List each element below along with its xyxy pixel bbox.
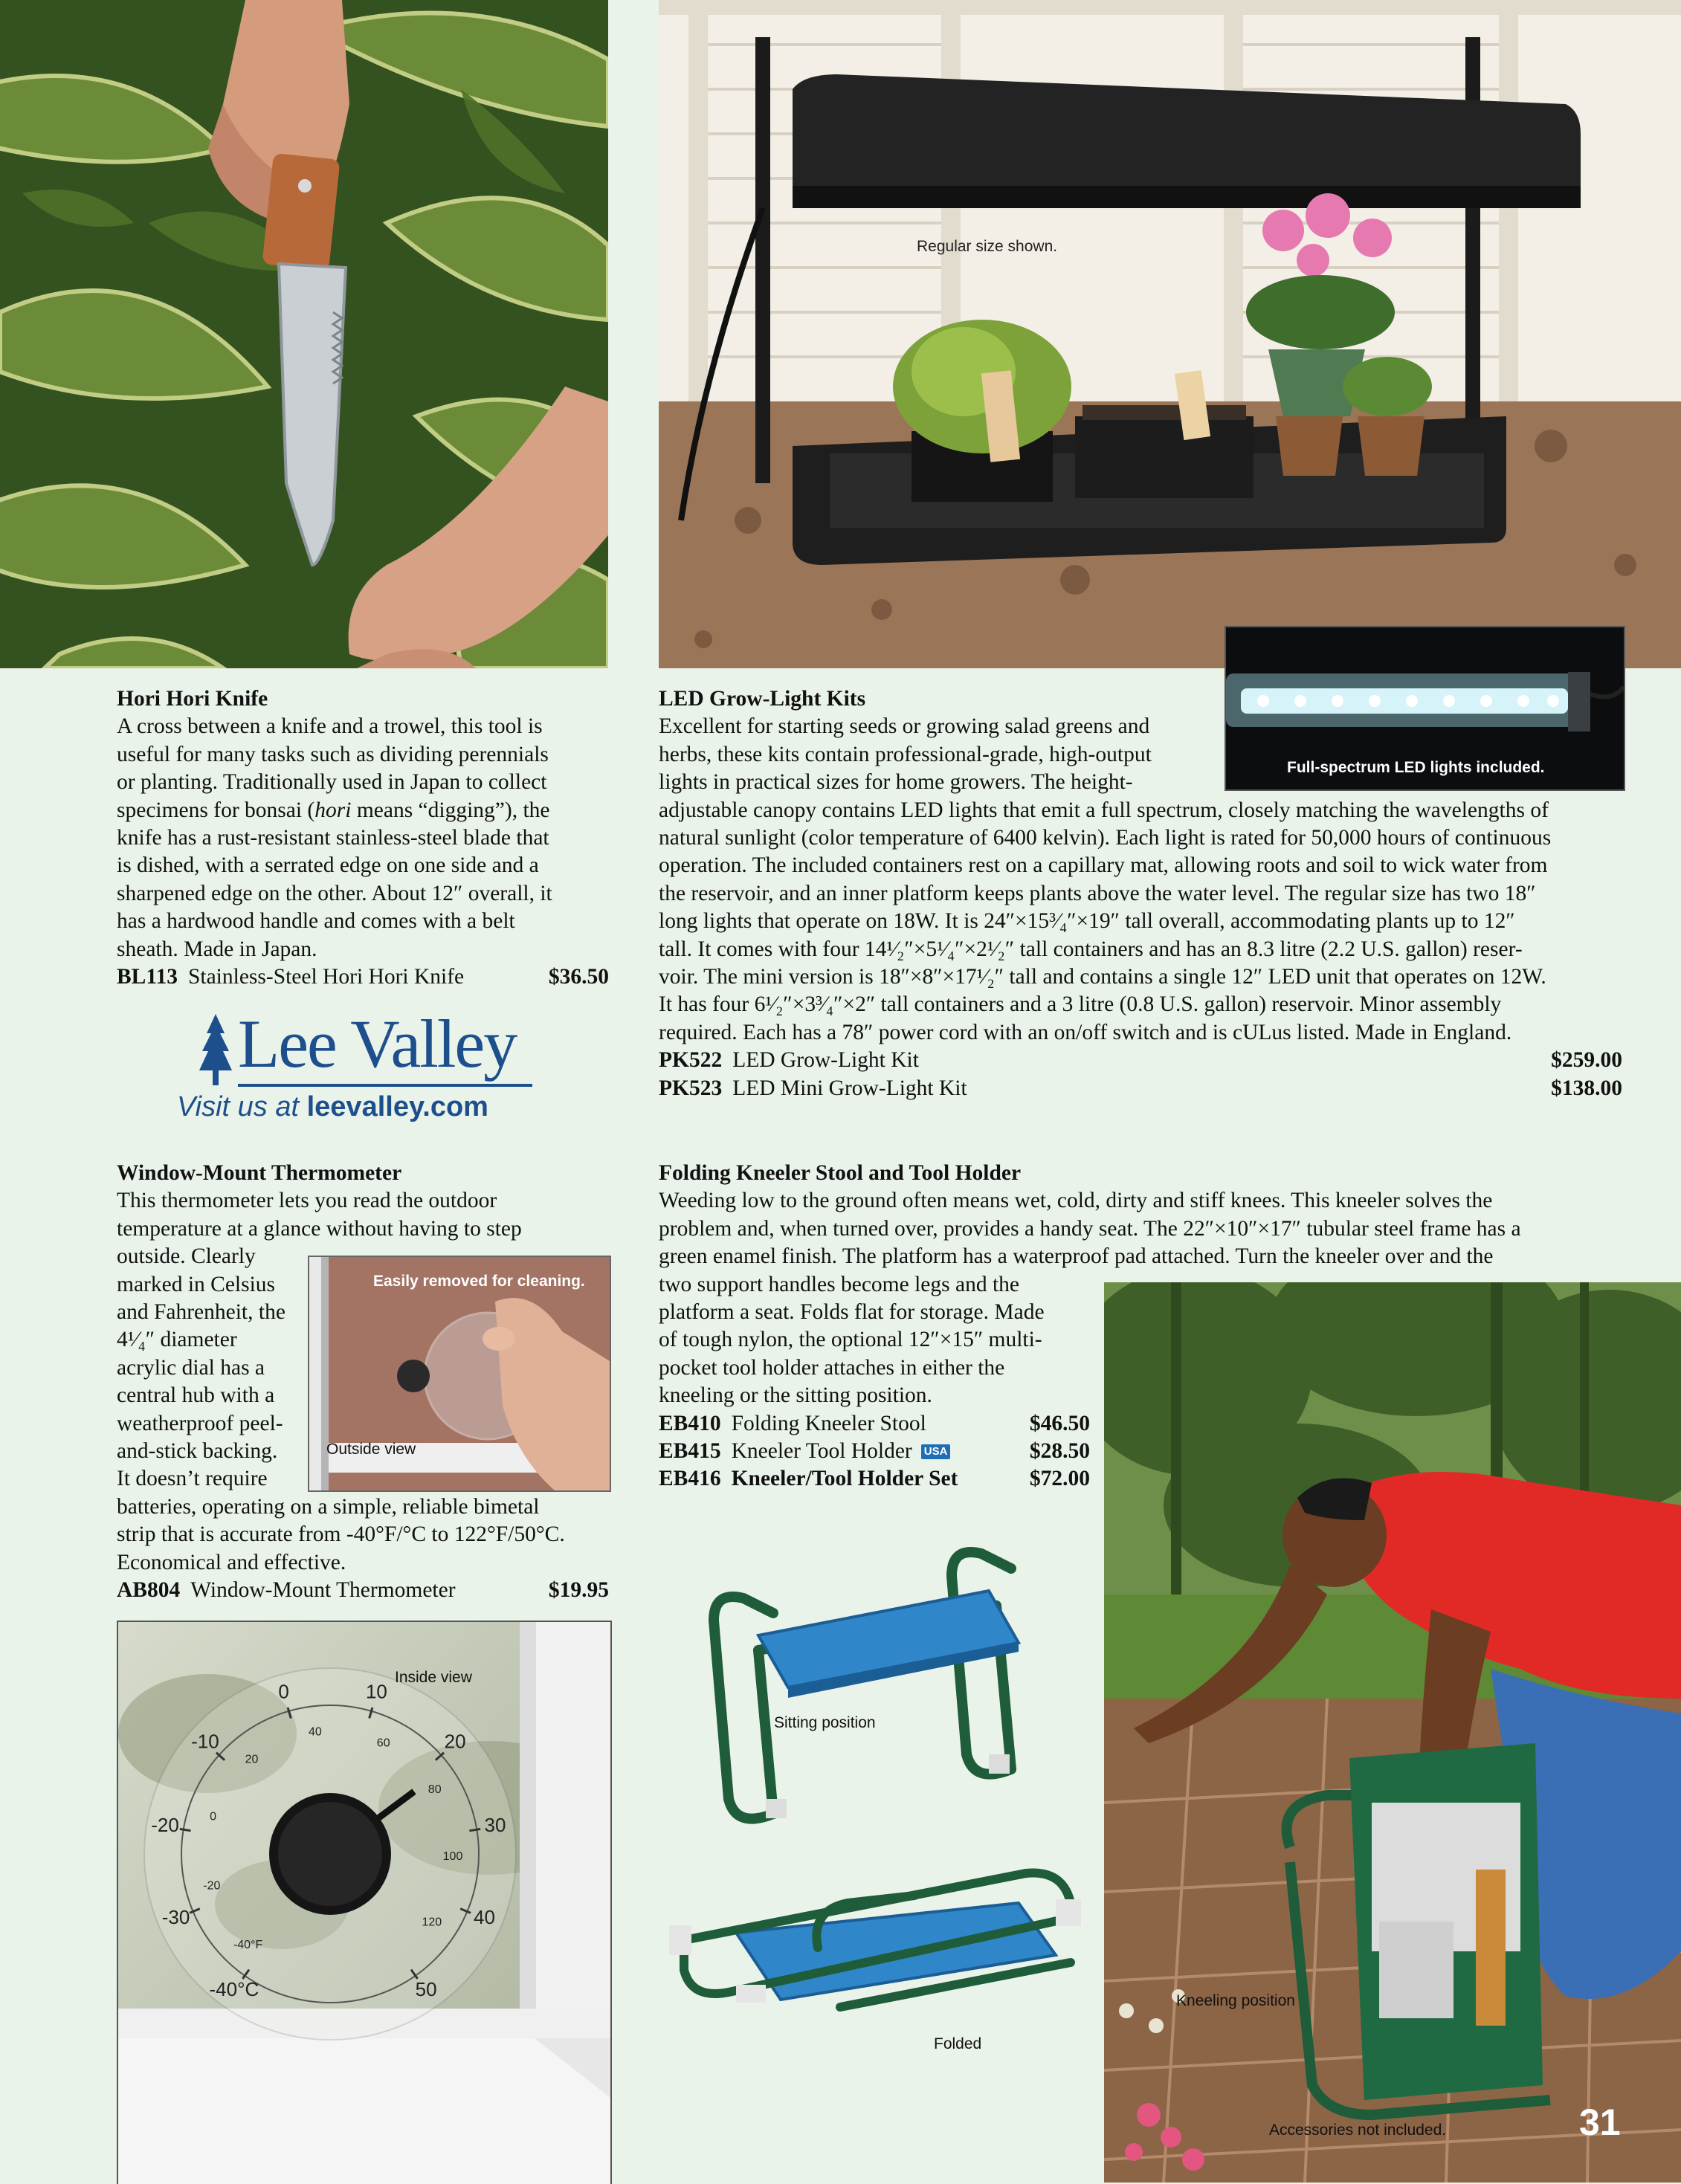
grow-line: lights in practical sizes for home growers. The height- — [659, 770, 1133, 795]
product-sku: PK523 — [659, 1076, 723, 1100]
dial-fahrenheit-label: 120 — [422, 1916, 442, 1929]
dial-celsius-label: -10 — [191, 1730, 219, 1753]
hori-title: Hori Hori Knife — [117, 687, 268, 711]
product-sku: AB804 — [117, 1578, 181, 1603]
logo-brand: Lee Valley — [238, 1006, 517, 1082]
kneeler-kneeling-photo — [1104, 1282, 1681, 2183]
kneeler-line: problem and, when turned over, provides a handy seat. The 22″×10″×17″ tubular steel frame has a — [659, 1216, 1521, 1241]
kneeler-product-row — [659, 1438, 1090, 1465]
hori-line: knife has a rust-resistant stainless-steel blade that — [117, 826, 549, 850]
product-name: LED Mini Grow-Light Kit — [732, 1076, 967, 1100]
product-price: $138.00 — [1551, 1076, 1622, 1100]
thermo-line: outside. Clearly — [117, 1244, 256, 1269]
dial-fahrenheit-label: 100 — [442, 1849, 463, 1863]
hori-line: sharpened edge on the other. About 12″ overall, it — [117, 881, 552, 905]
hori-line: is dished, with a serrated edge on one side and a — [117, 853, 539, 878]
kneeler-folded-illustration — [669, 1858, 1085, 2052]
grow-light-photo — [659, 0, 1681, 668]
dial-fahrenheit-label: 20 — [245, 1753, 259, 1766]
dial-celsius-label: -30 — [161, 1905, 190, 1928]
thermo-title: Window-Mount Thermometer — [117, 1161, 402, 1185]
dial-celsius-label: 10 — [365, 1680, 387, 1703]
dial-fahrenheit-label: 80 — [427, 1783, 442, 1797]
product-price: $46.50 — [1029, 1411, 1090, 1435]
hori-line: A cross between a knife and a trowel, this tool is — [117, 714, 543, 739]
kneeler-product-row — [659, 1465, 1090, 1493]
caption-easily-removed: Easily removed for cleaning. — [373, 1273, 585, 1290]
grow-line: It has four 6¹⁄₂″×3³⁄₄″×2″ tall containers and a 3 litre (0.8 U.S. gallon) reservoir. Minor assembly — [659, 992, 1502, 1017]
product-sku: PK522 — [659, 1048, 723, 1073]
grow-line: Excellent for starting seeds or growing salad greens and — [659, 714, 1150, 739]
caption-kneeling-position: Kneeling position — [1176, 1992, 1295, 2009]
kneeler-line: of tough nylon, the optional 12″×15″ multi- — [659, 1328, 1042, 1352]
thermo-line: strip that is accurate from -40°F/°C to 122°F/50°C. — [117, 1522, 565, 1547]
thermo-line: batteries, operating on a simple, reliable bimetal — [117, 1494, 540, 1519]
kneeler-line: green enamel finish. The platform has a waterproof pad attached. Turn the kneeler over and the — [659, 1244, 1494, 1269]
caption-folded: Folded — [934, 2035, 982, 2052]
grow-line: required. Each has a 78″ power cord with an on/off switch and is cULus listed. Made in England. — [659, 1020, 1512, 1044]
grow-line: tall. It comes with four 14¹⁄₂″×5¹⁄₄″×2¹⁄₂″ tall containers and has an 8.3 litre (2.2 U.S. gallon) reser- — [659, 937, 1523, 961]
hori-product-row — [117, 963, 609, 991]
kneeler-line: kneeling or the sitting position. — [659, 1383, 932, 1408]
thermo-line: temperature at a glance without having to step — [117, 1216, 522, 1241]
dial-celsius-label: 30 — [484, 1813, 506, 1836]
grow-title: LED Grow-Light Kits — [659, 687, 866, 711]
product-sku: BL113 — [117, 965, 178, 989]
thermo-product-row — [117, 1577, 609, 1604]
hori-line: sheath. Made in Japan. — [117, 937, 317, 961]
dial-fahrenheit-label: 0 — [210, 1810, 217, 1823]
caption-inside-view: Inside view — [395, 1669, 472, 1686]
thermo-line: It doesn’t require — [117, 1467, 268, 1491]
dial-fahrenheit-label: 60 — [376, 1736, 390, 1750]
product-price: $259.00 — [1551, 1048, 1622, 1073]
page-number: 31 — [1579, 2101, 1621, 2143]
dial-celsius-label: -20 — [151, 1813, 179, 1836]
dial-celsius-label: 0 — [278, 1680, 289, 1703]
product-name: Kneeler/Tool Holder Set — [731, 1467, 958, 1491]
dial-celsius-label: 40 — [474, 1905, 495, 1928]
lee-valley-logo[interactable] — [175, 1006, 562, 1134]
dial-celsius-label: 50 — [415, 1978, 437, 2001]
caption-led-included: Full-spectrum LED lights included. — [1287, 759, 1545, 776]
kneeler-line: pocket tool holder attaches in either the — [659, 1355, 1005, 1380]
caption-accessories: Accessories not included. — [1269, 2122, 1447, 2139]
product-name: Window-Mount Thermometer — [190, 1578, 456, 1603]
kneeler-product-row — [659, 1410, 1090, 1438]
thermo-line: weatherproof peel- — [117, 1411, 283, 1435]
dial-fahrenheit-label: -20 — [203, 1879, 221, 1893]
dial-celsius-label: 20 — [444, 1730, 466, 1753]
product-price: $28.50 — [1029, 1439, 1090, 1464]
kneeler-line: two support handles become legs and the — [659, 1272, 1019, 1296]
grow-product-row — [659, 1075, 1622, 1102]
grow-line: natural sunlight (color temperature of 6400 kelvin). Each light is rated for 50,000 hours of continuous — [659, 826, 1552, 850]
thermo-line: and Fahrenheit, the — [117, 1300, 285, 1325]
kneeler-line: Weeding low to the ground often means wet, cold, dirty and stiff knees. This kneeler solves the — [659, 1189, 1493, 1213]
product-sku: EB416 — [659, 1467, 721, 1491]
grow-line: herbs, these kits contain professional-grade, high-output — [659, 742, 1152, 766]
hori-line-part: specimens for bonsai ( — [117, 798, 315, 822]
thermo-inside-photo — [117, 1621, 612, 2184]
product-name: Kneeler Tool Holder — [731, 1439, 912, 1464]
product-sku: EB415 — [659, 1439, 721, 1464]
product-price: $19.95 — [548, 1578, 609, 1603]
tree-icon — [199, 1014, 232, 1085]
grow-line: adjustable canopy contains LED lights that emit a full spectrum, closely matching the wavelengths of — [659, 798, 1549, 822]
grow-line: operation. The included containers rest on a capillary mat, allowing roots and soil to wick water from — [659, 853, 1548, 878]
grow-line: long lights that operate on 18W. It is 24″×15³⁄₄″×19″ tall overall, accommodating plants up to 12″ — [659, 909, 1515, 934]
thermo-line: Economical and effective. — [117, 1550, 346, 1574]
hori-italic-word: hori — [314, 798, 352, 822]
thermo-line: and-stick backing. — [117, 1439, 278, 1464]
product-name: Folding Kneeler Stool — [731, 1411, 926, 1435]
product-name: Stainless-Steel Hori Hori Knife — [187, 965, 465, 989]
logo-url[interactable]: leevalley.com — [306, 1091, 488, 1122]
logo-visit-line — [177, 1091, 488, 1123]
product-name: LED Grow-Light Kit — [732, 1048, 919, 1073]
hori-line — [117, 797, 609, 824]
kneeler-sitting-illustration — [684, 1531, 1071, 1858]
grow-product-row — [659, 1047, 1622, 1074]
thermo-line: 4¹⁄₄″ diameter — [117, 1328, 237, 1352]
hori-knife-photo — [0, 0, 608, 668]
product-price: $36.50 — [548, 965, 609, 989]
hori-line-part: means “digging”), the — [351, 798, 550, 822]
grow-text-block — [659, 685, 1622, 1102]
thermo-line: marked in Celsius — [117, 1272, 276, 1296]
dial-celsius-label: -40°C — [209, 1978, 259, 2001]
caption-sitting-position: Sitting position — [774, 1714, 876, 1731]
kneeler-line: platform a seat. Folds flat for storage. Made — [659, 1300, 1045, 1325]
grow-line: the reservoir, and an inner platform keeps plants above the water level. The regular size has two 18″ — [659, 881, 1536, 905]
hori-line: or planting. Traditionally used in Japan to collect — [117, 770, 547, 795]
hori-line: useful for many tasks such as dividing perennials — [117, 742, 549, 766]
product-price: $72.00 — [1029, 1467, 1090, 1491]
grow-line: voir. The mini version is 18″×8″×17¹⁄₂″ tall and contains a single 12″ LED unit that operates on 12W. — [659, 965, 1546, 989]
dial-fahrenheit-label: 40 — [309, 1725, 322, 1739]
thermo-line: This thermometer lets you read the outdoor — [117, 1189, 497, 1213]
hori-text-block — [117, 685, 609, 991]
caption-regular-size: Regular size shown. — [917, 238, 1058, 255]
product-sku: EB410 — [659, 1411, 721, 1435]
caption-outside-view: Outside view — [326, 1441, 416, 1458]
logo-visit-text: Visit us at — [177, 1091, 300, 1122]
thermo-line: central hub with a — [117, 1383, 275, 1408]
hori-line: has a hardwood handle and comes with a belt — [117, 909, 515, 934]
kneeler-title: Folding Kneeler Stool and Tool Holder — [659, 1161, 1022, 1185]
thermo-line: acrylic dial has a — [117, 1355, 265, 1380]
usa-flag-badge: USA — [921, 1444, 951, 1459]
dial-fahrenheit-label: -40°F — [233, 1938, 263, 1951]
